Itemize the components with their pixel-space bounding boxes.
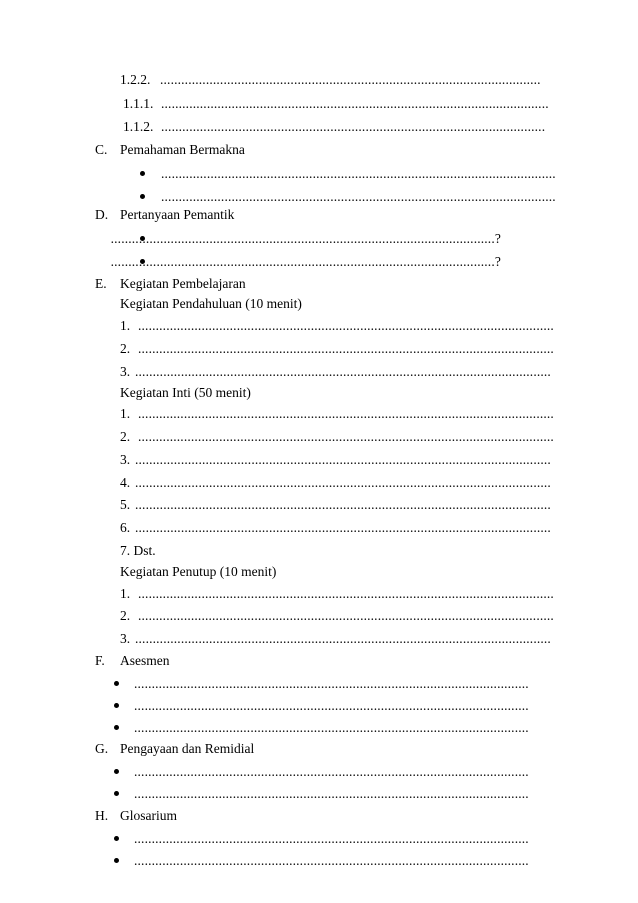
bullet-dotted-line: ................................................................................................................ (134, 786, 529, 801)
dotted-line: ...................................................................................................................... (135, 475, 551, 490)
dotted-line: ...................................................................................................................... (138, 318, 554, 333)
bullet-icon (114, 836, 119, 841)
section-letter: C. (95, 142, 108, 157)
bullet-dotted-line: .............................................................................................................? (110, 231, 501, 246)
dotted-line: ...................................................................................................................... (135, 364, 551, 379)
dotted-line: ...................................................................................................................... (138, 341, 554, 356)
bullet-icon (114, 703, 119, 708)
subsection-heading: Kegiatan Inti (50 menit) (120, 385, 251, 400)
dotted-line: ...................................................................................................................... (138, 406, 554, 421)
bullet-dotted-line: ................................................................................................................ (134, 831, 529, 846)
dotted-line: ...................................................................................................................... (138, 586, 554, 601)
numbered-line: 1.1.2. (123, 119, 154, 134)
numbered-line: 1.1.1. (123, 96, 154, 111)
dotted-line: ...................................................................................................................... (135, 520, 551, 535)
dotted-line: ............................................................................................................ (160, 72, 541, 87)
list-number: 1. (120, 318, 131, 333)
bullet-icon (114, 791, 119, 796)
section-letter: H. (95, 808, 109, 823)
bullet-icon (140, 194, 145, 199)
section-heading: Glosarium (120, 808, 177, 823)
bullet-dotted-line: ................................................................................................................ (134, 720, 529, 735)
list-number: 3. (120, 452, 131, 467)
list-number: 3. (120, 631, 131, 646)
bullet-icon (140, 171, 145, 176)
list-number: 4. (120, 475, 131, 490)
list-item-dst: 7. Dst. (120, 543, 156, 558)
section-heading: Asesmen (120, 653, 170, 668)
dotted-line: .............................................................................................................. (161, 96, 549, 111)
section-heading: Pengayaan dan Remidial (120, 741, 255, 756)
section-heading: Pemahaman Bermakna (120, 142, 245, 157)
list-number: 6. (120, 520, 131, 535)
section-letter: E. (95, 276, 107, 291)
bullet-dotted-line: ................................................................................................................ (134, 764, 529, 779)
list-number: 2. (120, 429, 131, 444)
bullet-dotted-line: ................................................................................................................ (134, 853, 529, 868)
bullet-dotted-line: ................................................................................................................ (161, 189, 556, 204)
subsection-heading: Kegiatan Penutup (10 menit) (120, 564, 277, 579)
section-letter: D. (95, 207, 109, 222)
list-number: 1. (120, 586, 131, 601)
list-number: 2. (120, 608, 131, 623)
bullet-icon (114, 858, 119, 863)
bullet-icon (114, 681, 119, 686)
list-number: 2. (120, 341, 131, 356)
bullet-icon (114, 725, 119, 730)
dotted-line: ...................................................................................................................... (135, 452, 551, 467)
bullet-icon (114, 769, 119, 774)
dotted-line: ...................................................................................................................... (138, 429, 554, 444)
section-heading: Kegiatan Pembelajaran (120, 276, 246, 291)
subsection-heading: Kegiatan Pendahuluan (10 menit) (120, 296, 302, 311)
dotted-line: ............................................................................................................. (161, 119, 546, 134)
list-number: 1. (120, 406, 131, 421)
bullet-dotted-line: ................................................................................................................ (134, 676, 529, 691)
dotted-line: ...................................................................................................................... (135, 497, 551, 512)
bullet-dotted-line: .............................................................................................................? (110, 254, 501, 269)
dotted-line: ...................................................................................................................... (135, 631, 551, 646)
bullet-dotted-line: ................................................................................................................ (161, 166, 556, 181)
numbered-line: 1.2.2. (120, 72, 151, 87)
section-letter: G. (95, 741, 109, 756)
section-letter: F. (95, 653, 105, 668)
dotted-line: ...................................................................................................................... (138, 608, 554, 623)
section-heading: Pertanyaan Pemantik (120, 207, 235, 222)
list-number: 5. (120, 497, 131, 512)
bullet-dotted-line: ................................................................................................................ (134, 698, 529, 713)
list-number: 3. (120, 364, 131, 379)
